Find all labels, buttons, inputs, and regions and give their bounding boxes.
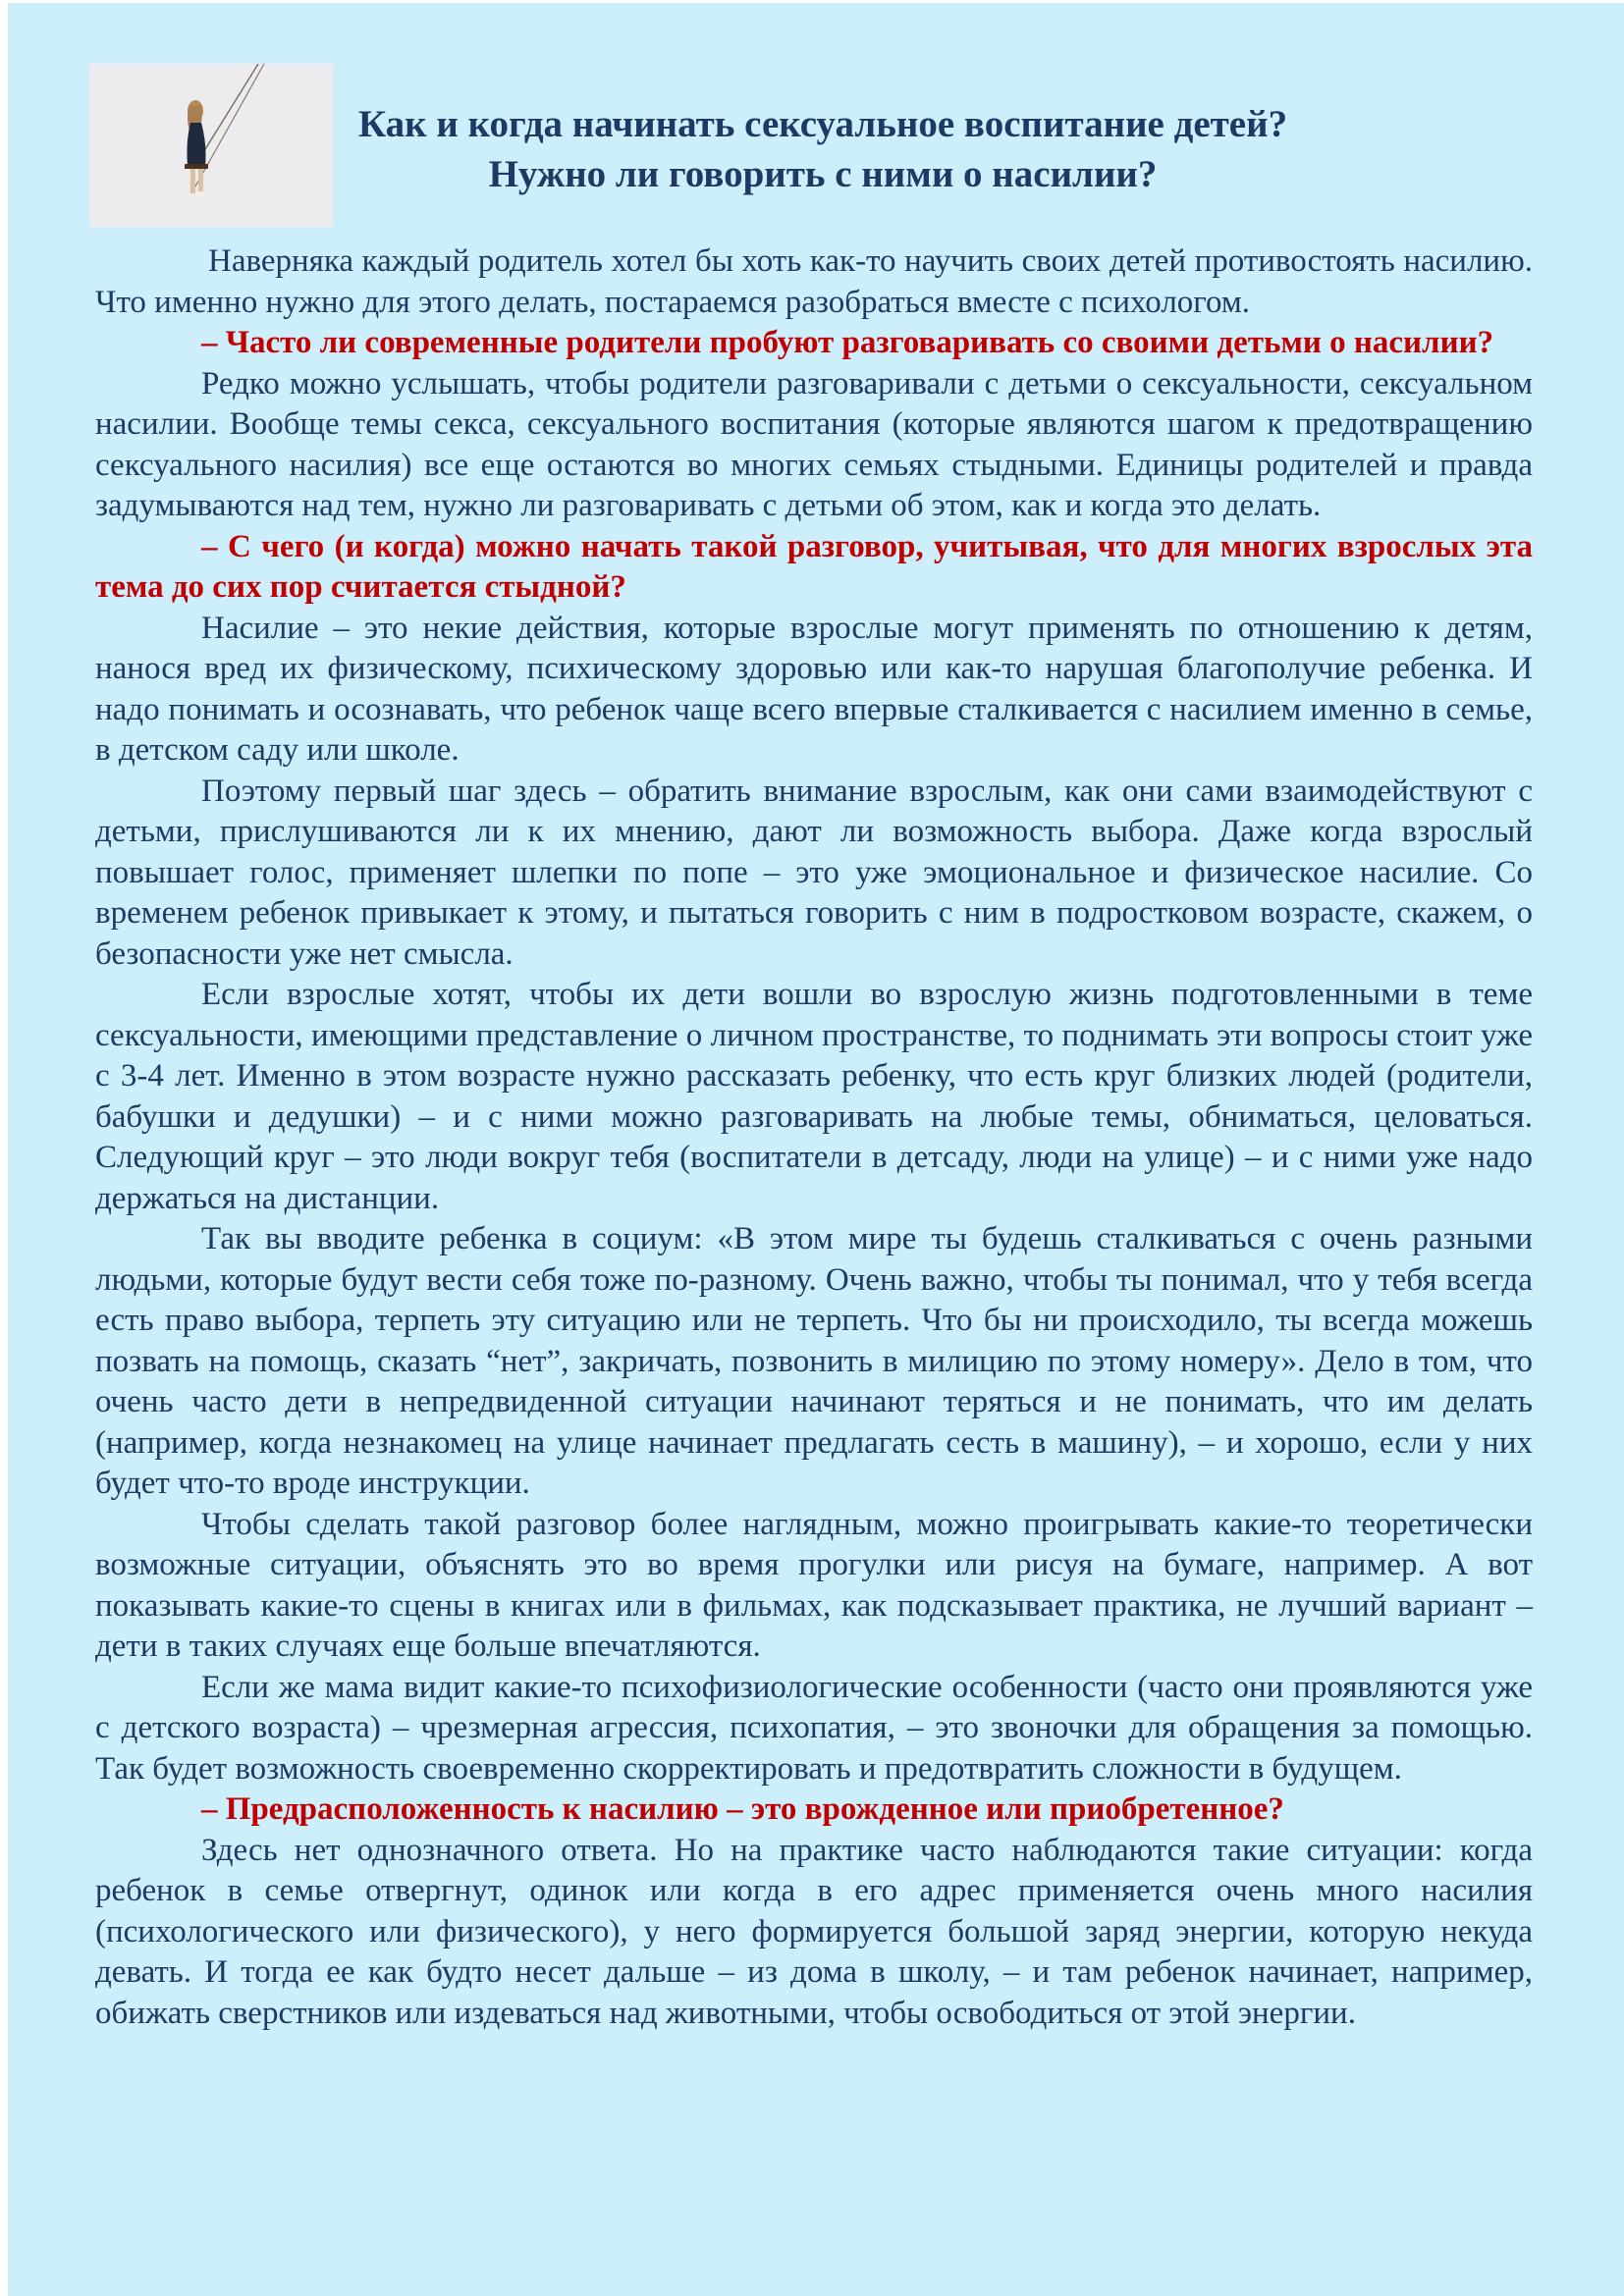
article-body: [95, 241, 1533, 2034]
paragraph: Чтобы сделать такой разговор более наглядным, можно проигрывать какие-то теоретически возможные ситуации, объяснять это во время прогулки или рисуя на бумаге, например. А вот показывать какие-то сцены в книгах или в фильмах, как подсказывает практика, не лучший вариант – дети в таких случаях еще больше впечатляются.: [95, 1506, 1533, 1664]
question-heading: – С чего (и когда) можно начать такой разговор, учитывая, что для многих взрослых эта тема до сих пор считается стыдной?: [95, 528, 1533, 605]
document-page: [8, 3, 1624, 2296]
paragraph: Так вы вводите ребенка в социум: «В этом мире ты будешь сталкиваться с очень разными людьми, которые будут вести себя тоже по-разному. Очень важно, чтобы ты понимал, что у тебя всегда есть право выбора, терпеть эту ситуацию или не терпеть. Что бы ни происходило, ты всегда можешь позвать на помощь, сказать “нет”, закричать, позвонить в милицию по этому номеру». Дело в том, что очень часто дети в непредвиденной ситуации начинают теряться и не понимать, что им делать (например, когда незнакомец на улице начинает предлагать сесть в машину), – и хорошо, если у них будет что-то вроде инструкции.: [95, 1221, 1533, 1501]
child-on-swing-icon: [89, 64, 333, 227]
paragraph: Если же мама видит какие-то психофизиологические особенности (часто они проявляются уже с детского возраста) – чрезмерная агрессия, психопатия, – это звоночки для обращения за помощью. Так будет возможность своевременно скорректировать и предотвратить сложности в будущем.: [95, 1669, 1533, 1787]
paragraph: Здесь нет однозначного ответа. Но на практике часто наблюдаются такие ситуации: когда ребенок в семье отвергнут, одинок или когда в его адрес применяется очень много насилия (психологического или физического), у него формируется большой заряд энергии, которую некуда девать. И тогда ее как будто несет дальше – из дома в школу, – и там ребенок начинает, например, обижать сверстников или издеваться над животными, чтобы освободиться от этой энергии.: [95, 1832, 1533, 2031]
title-line-2: Нужно ли говорить с ними о насилии?: [488, 153, 1158, 195]
question-heading: – Предрасположенность к насилию – это врожденное или приобретенное?: [201, 1791, 1284, 1827]
article-title: [332, 99, 1314, 199]
question-heading: – Часто ли современные родители пробуют разговаривать со своими детьми о насилии?: [201, 325, 1494, 360]
paragraph: Поэтому первый шаг здесь – обратить внимание взрослым, как они сами взаимодействуют с детьми, прислушиваются ли к их мнению, дают ли возможность выбора. Даже когда взрослый повышает голос, применяет шлепки по попе – это уже эмоциональное и физическое насилие. Со временем ребенок привыкает к этому, и пытаться говорить с ним в подростковом возрасте, скажем, о безопасности уже нет смысла.: [95, 773, 1533, 972]
paragraph: Если взрослые хотят, чтобы их дети вошли во взрослую жизнь подготовленными в теме сексуальности, имеющими представление о личном пространстве, то поднимать эти вопросы стоит уже с 3-4 лет. Именно в этом возрасте нужно рассказать ребенку, что есть круг близких людей (родители, бабушки и дедушки) – и с ними можно разговаривать на любые темы, обниматься, целоваться. Следующий круг – это люди вокруг тебя (воспитатели в детсаду, люди на улице) – и с ними уже надо держаться на дистанции.: [95, 977, 1533, 1216]
paragraph-intro: Наверняка каждый родитель хотел бы хоть как-то научить своих детей противостоять насилию. Что именно нужно для этого делать, постараемся разобраться вместе с психологом.: [95, 243, 1533, 320]
title-line-1: Как и когда начинать сексуальное воспитание детей?: [357, 103, 1288, 145]
paragraph: Редко можно услышать, чтобы родители разговаривали с детьми о сексуальности, сексуальном насилии. Вообще темы секса, сексуального воспитания (которые являются шагом к предотвращению сексуального насилия) все еще остаются во многих семьях стыдными. Единицы родителей и правда задумываются над тем, нужно ли разговаривать с детьми об этом, как и когда это делать.: [95, 365, 1533, 523]
child-on-swing-photo: [89, 64, 333, 227]
paragraph: Насилие – это некие действия, которые взрослые могут применять по отношению к детям, нанося вред их физическому, психическому здоровью или как-то нарушая благополучие ребенка. И надо понимать и осознавать, что ребенок чаще всего впервые сталкивается с насилием именно в семье, в детском саду или школе.: [95, 610, 1533, 768]
